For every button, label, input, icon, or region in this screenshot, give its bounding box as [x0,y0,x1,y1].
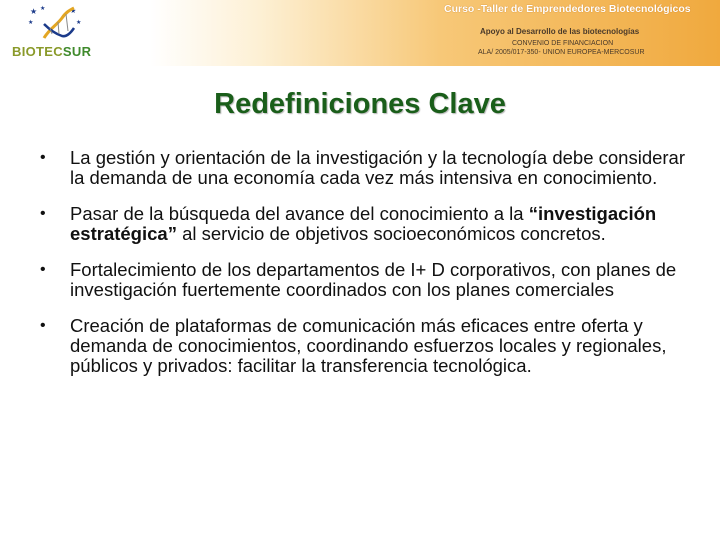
bullet-text-pre: Pasar de la búsqueda del avance del conocimiento a la [70,203,529,224]
svg-text:★: ★ [28,20,34,26]
header-banner [0,0,720,66]
logo-prefix: BIOTEC [12,44,63,59]
bullet-text: Creación de plataformas de comunicación más eficaces entre oferta y demanda de conocimientos, coordinando esfuerzos locales y regionales, públicos y privados: facilitar la transferencia tecnológica. [70,315,667,376]
svg-text:★: ★ [30,7,38,16]
logo-suffix: SUR [62,44,92,59]
svg-text:★: ★ [76,20,82,26]
bullet-icon: • [40,261,46,278]
bullet-item [32,204,692,244]
course-title: Curso -Taller de Emprendedores Biotecnológicos [444,3,691,15]
svg-text:★: ★ [40,6,46,12]
funding-line: CONVENIO DE FINANCIACION [512,40,614,47]
program-subtitle: Apoyo al Desarrollo de las biotecnologías [480,27,640,36]
bullet-text-post: al servicio de objetivos socioeconómicos concretos. [176,223,606,244]
bullet-icon: • [40,149,46,166]
bullet-item [32,316,692,376]
bullet-item [32,148,692,188]
bullet-list [32,148,692,392]
svg-text:★: ★ [70,8,77,15]
bullet-item [32,260,692,300]
slide-title: Redefiniciones Clave [214,88,506,120]
bullet-text: La gestión y orientación de la investigación y la tecnología debe considerar la demanda de una economía cada vez más intensiva en conocimiento. [70,147,686,188]
bullet-icon: • [40,205,46,222]
logo-wordmark [12,44,91,59]
bullet-icon: • [40,317,46,334]
dna-stars-icon [26,4,86,46]
agreement-line: ALA/ 2005/017-350- UNION EUROPEA-MERCOSUR [478,49,645,56]
bullet-text-bold: “investigación estratégica” [70,203,657,244]
bullet-text: Fortalecimiento de los departamentos de I+ D corporativos, con planes de investigación fuertemente coordinados con los planes comerciales [70,259,677,300]
biotecsur-logo [6,4,98,62]
